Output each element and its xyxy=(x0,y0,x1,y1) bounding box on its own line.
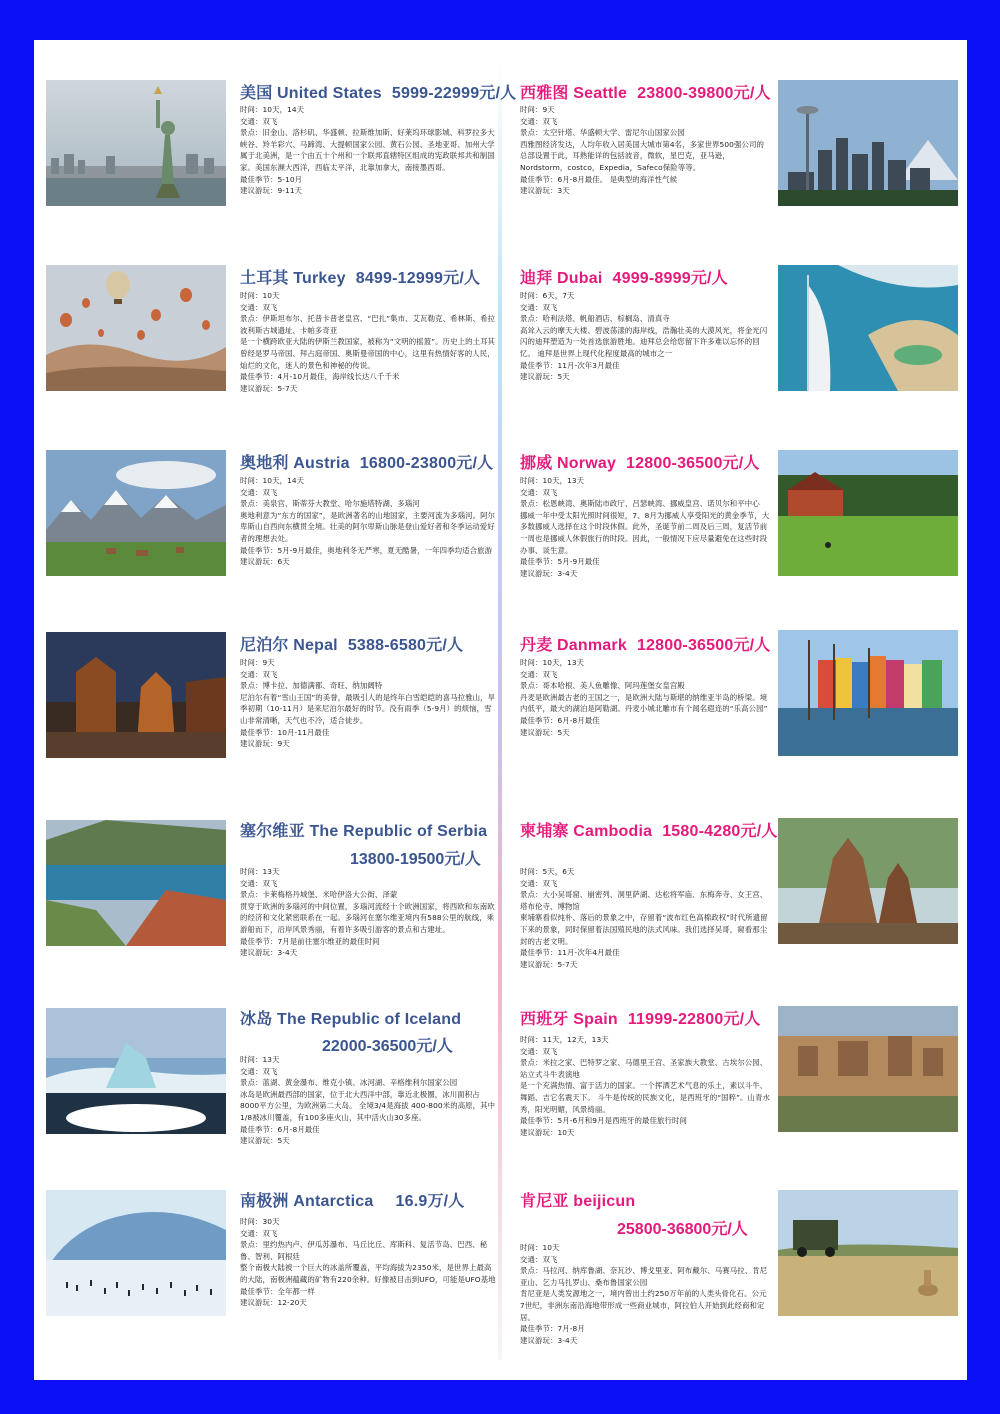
serbia-price: 13800-19500元/人 xyxy=(350,851,481,868)
spain-title xyxy=(520,1006,761,1029)
usa-name: 美国 United States xyxy=(240,85,382,102)
iceland-details: 时间：13天 交通：双飞 景点：蓝湖、黄金瀑布、维克小镇、冰河湖、辛格维利尔国家公园 冰岛是欧洲最西部的国家，位于北大西洋中部，靠近北极圈，冰川面积占8000平方公里，为欧洲第二大岛。 全境3/4是海拔 400-800米的高原，其中1/8被冰川覆盖，有100多座火山，其中活火山30多座。 最佳季节：6月-8月最佳 建议游玩：5天 xyxy=(240,1055,496,1146)
kenya-photo xyxy=(778,1190,958,1316)
seattle-price: 23800-39800元/人 xyxy=(637,85,771,102)
denmark-title xyxy=(520,632,771,655)
nepal-photo xyxy=(46,632,226,758)
antarctica-details: 时间：30天 交通：双飞 景点：里约热内卢、伊瓜苏瀑布、马丘比丘、库斯科、复活节岛、巴西、秘鲁、智利、阿根廷 整个南极大陆被一个巨大的冰盖所覆盖，平均海拔为2350米，是世界上最高的大陆，南极洲蕴藏的矿物有220余种。好像被目击到UFO，可能是UFO基地 最佳季节：全年都一样 建议游玩：12-20天 xyxy=(240,1217,496,1308)
iceland-title xyxy=(240,1006,461,1029)
denmark-price: 12800-36500元/人 xyxy=(636,637,771,654)
nepal-price: 5388-6580元/人 xyxy=(347,637,464,654)
austria-photo xyxy=(46,450,226,576)
iceland-price: 22000-36500元/人 xyxy=(322,1038,453,1055)
usa-photo xyxy=(46,80,226,206)
nepal-details: 时间：9天 交通：双飞 景点：博卡拉、加德满都、奇旺、纳加阔特 尼泊尔有着“雪山王国”的美誉，最吸引人的是终年白雪皑皑的喜马拉雅山，旱季初期（10-11月）是来尼泊尔最好的时节。没有雨季（5-9月）的烦恼，雪山非常清晰，天气也不冷，适合徒步。 最佳季节：10月-11月最佳 建议游玩：9天 xyxy=(240,658,496,749)
antarctica-title xyxy=(240,1188,465,1211)
norway-title xyxy=(520,450,760,473)
dubai-details: 时间：6天，7天 交通：双飞 景点：哈利法塔、帆船酒店、棕榈岛、清真寺 高耸入云的摩天大楼、碧波荡漾的海岸线，浩瀚壮美的大漠风光，将金光闪闪的迪拜塑造为一处首选旅游胜地。迪拜总会给您留下许多难以忘怀的回忆。 迪拜是世界上现代化程度最高的城市之一 最佳季节：11月-次年3月最佳 建议游玩：5天 xyxy=(520,291,768,382)
austria-details: 时间：10天，14天 交通：双飞 景点：美泉宫、斯蒂芬大教堂、哈尔施塔特湖、多瑙河 奥地利意为“东方的国家”，是欧洲著名的山地国家，主要河流为多瑙河。阿尔卑斯山自西向东横贯全境。壮美的阿尔卑斯山脉是登山爱好者和冬季运动爱好者的理想去处。 最佳季节：5月-9月最佳，奥地利冬无严寒，夏无酷暑，一年四季均适合旅游 建议游玩：6天 xyxy=(240,476,496,567)
cambodia-title xyxy=(520,818,778,841)
kenya-price: 25800-36800元/人 xyxy=(617,1221,748,1238)
center-divider xyxy=(498,60,502,1360)
usa-details: 时间：10天，14天 交通：双飞 景点：旧金山、洛杉矶、华盛顿、拉斯维加斯、好莱坞环球影城、科罗拉多大峡谷、羚羊彩穴、马蹄湾、大提顿国家公园、黄石公园、圣地亚哥、加州大学 属于北美洲，是一个由五十个州和一个联邦直辖特区组成的宪政联邦共和制国家。美国东濒大西洋，西临太平洋，北靠加拿大，南接墨西哥。 最佳季节：5-10月 建议游玩：9-11天 xyxy=(240,105,495,196)
usa-title xyxy=(240,80,516,103)
antarctica-photo xyxy=(46,1190,226,1316)
austria-name: 奥地利 Austria xyxy=(240,455,350,472)
turkey-details: 时间：10天 交通：双飞 景点：伊斯坦布尔、托普卡普老皇宫、“巴扎”集市、艾瓦勒克、希林斯、希拉波利斯古城遗址、卡帕多奇亚 是一个横跨欧亚大陆的伊斯兰教国家，被称为“文明的摇篮”。历史上的土耳其曾经是罗马帝国、拜占庭帝国、奥斯曼帝国的中心，这里有热情好客的人民，灿烂的文化，迷人的景色和神秘的传说。 最佳季节：4月-10月最佳，海岸线长达八千千米 建议游玩：5-7天 xyxy=(240,291,496,393)
cambodia-photo xyxy=(778,818,958,944)
antarctica-name: 南极洲 Antarctica xyxy=(240,1193,374,1210)
kenya-name: 肯尼亚 beijicun xyxy=(520,1193,636,1210)
serbia-details: 时间：13天 交通：双飞 景点：卡莱梅格丹城堡、米哈伊洛大公街、泽蒙 贯穿于欧洲的多瑙河的中间位置，多瑙河流经十个欧洲国家，将西欧和东南欧的经济和文化紧密联系在一起。多瑙河在塞尔维亚境内有588公里的航线，乘游船而下，沿岸风景秀丽，有着许多吸引游客的景点和古建址。 最佳季节：7月是前往塞尔维亚的最佳时间 建议游玩：3-4天 xyxy=(240,867,495,958)
nepal-name: 尼泊尔 Nepal xyxy=(240,637,338,654)
denmark-photo xyxy=(778,630,958,756)
serbia-photo xyxy=(46,820,226,946)
austria-price: 16800-23800元/人 xyxy=(359,455,494,472)
denmark-name: 丹麦 Danmark xyxy=(520,637,627,654)
turkey-photo xyxy=(46,265,226,391)
iceland-photo xyxy=(46,1008,226,1134)
seattle-photo xyxy=(778,80,958,206)
norway-photo xyxy=(778,450,958,576)
cambodia-name: 柬埔寨 Cambodia xyxy=(520,823,653,840)
kenya-details: 时间：10天 交通：双飞 景点：马拉河、纳库鲁湖、奈瓦沙、博戈里亚、阿布戴尔、马赛马拉、肯尼亚山、乞力马扎罗山、桑布鲁国家公园 肯尼亚是人类发源地之一，境内曾出土约250万年前的人类头骨化石。公元7世纪，非洲东南沿海地带形成一些商业城市，阿拉伯人开始到此经商和定居。 最佳季节：7月-8月 建议游玩：3-4天 xyxy=(520,1243,768,1345)
turkey-price: 8499-12999元/人 xyxy=(355,270,481,287)
seattle-details: 时间：9天 交通：双飞 景点：太空针塔、华盛顿大学、雷尼尔山国家公园 西雅图经济发达，人均年收入居美国大城市第4名，多家世界500强公司的总部设置于此，耳熟能详的包括波音，微软，星巴克，亚马逊，Nordstorm，costco，Expedia，Safeco保险等等。 最佳季节：6月-8月最佳。 是典型的海洋性气候 建议游玩：3天 xyxy=(520,105,764,196)
austria-title xyxy=(240,450,493,473)
norway-price: 12800-36500元/人 xyxy=(626,455,760,472)
denmark-details: 时间：10天，13天 交通：双飞 景点：哥本哈根、美人鱼雕像、阿玛莲堡女皇宫殿 丹麦是欧洲最古老的王国之一，是欧洲大陆与斯堪的纳维亚半岛的桥梁。境内低平，最大的湖泊是阿勒湖。丹麦小城北雕市有个闻名遐迩的“乐高公园” 最佳季节：6月-8月最佳 建议游玩：5天 xyxy=(520,658,768,737)
cambodia-price: 1580-4280元/人 xyxy=(662,823,778,840)
norway-name: 挪威 Norway xyxy=(520,455,617,472)
spain-details: 时间：11天，12天，13天 交通：双飞 景点：米拉之家、巴特罗之家、马德里王宫、圣家族大教堂、古埃尔公园、站立式斗牛表演地 是一个充满热情、富于活力的国家。一个挥洒艺术气息的乐土，素以斗牛、舞蹈、吉它名震天下。 斗牛是传统的民族文化，是西班牙的“国粹”。山青水秀，阳光明媚，风景绮丽。 最佳季节：5月-6月和9月是西班牙的最佳旅行时间 建议游玩：10天 xyxy=(520,1035,771,1137)
dubai-name: 迪拜 Dubai xyxy=(520,270,603,287)
cambodia-details: 时间：5天，6天 交通：双飞 景点：大小吴哥窟、崩密列、洞里萨湖、达松将军庙、东梅奔寺、女王宫、塔布伦寺、博物馆 柬埔寨看似纯朴、落后的景象之中，存留着“波布红色高棉政权”时代所遗留下来的景象，同时保留着法国殖民地的法式风味。我们选择吴哥，窥看那尘封的古老文明。 最佳季节：11月-次年4月最佳 建议游玩：5-7天 xyxy=(520,867,768,969)
kenya-title xyxy=(520,1188,635,1211)
seattle-title xyxy=(520,80,771,103)
dubai-title xyxy=(520,265,728,288)
turkey-title xyxy=(240,265,480,288)
norway-details: 时间：10天，13天 交通：双飞 景点：松恩峡湾、奥斯陆市政厅、吕瑟峡湾、挪威皇宫、诺贝尔和平中心 挪威一年中受太阳光照时间很短，7、8月为挪威人享受阳光的黄金季节，大多数挪威人选择在这个时段休假。此外，圣诞节前二周及后三周，复活节前一周也是挪威人休假旅行的时段。因此，一般情况下应尽量避免在这些时段办事、谈生意。 最佳季节：5月-9月最佳 建议游玩：3-4天 xyxy=(520,476,770,578)
seattle-name: 西雅图 Seattle xyxy=(520,85,628,102)
spain-price: 11999-22800元/人 xyxy=(627,1011,761,1028)
serbia-title xyxy=(240,818,487,841)
spain-photo xyxy=(778,1006,958,1132)
nepal-title xyxy=(240,632,463,655)
iceland-name: 冰岛 The Republic of Iceland xyxy=(240,1011,462,1028)
turkey-name: 土耳其 Turkey xyxy=(240,270,346,287)
antarctica-price: 16.9万/人 xyxy=(395,1193,465,1210)
serbia-name: 塞尔维亚 The Republic of Serbia xyxy=(240,823,488,840)
dubai-photo xyxy=(778,265,958,391)
usa-price: 5999-22999元/人 xyxy=(391,85,517,102)
dubai-price: 4999-8999元/人 xyxy=(612,270,728,287)
spain-name: 西班牙 Spain xyxy=(520,1011,618,1028)
